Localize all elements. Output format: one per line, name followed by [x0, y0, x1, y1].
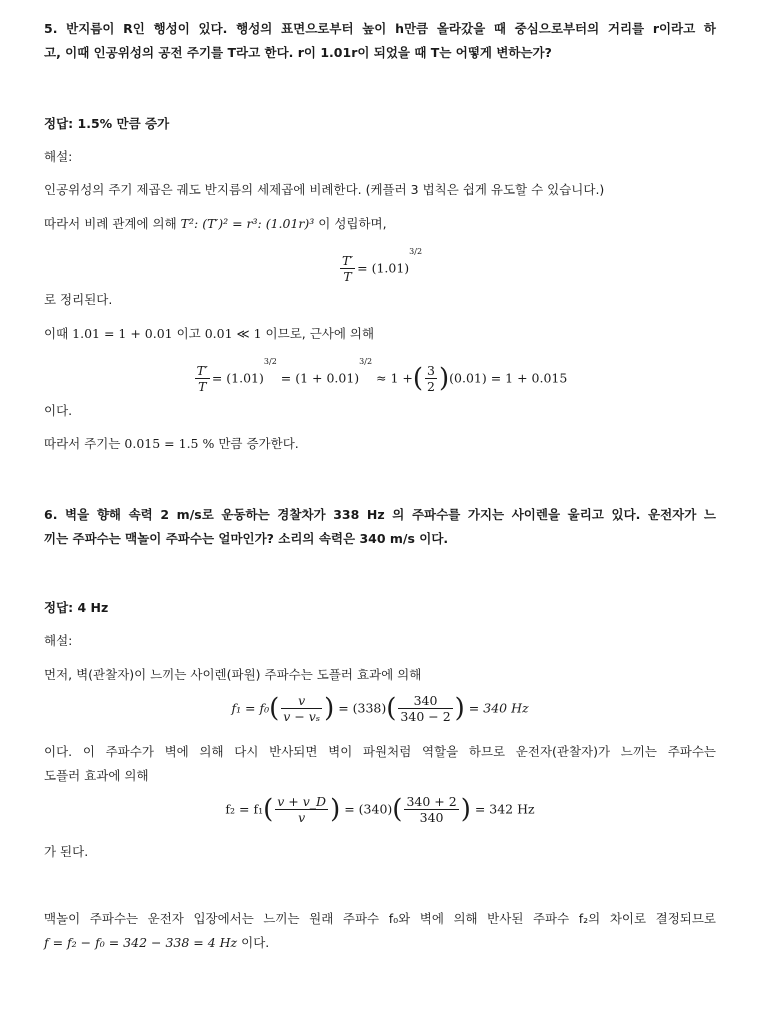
- q6-eq2-fraction-2: $\frac{340 + 2}{340}$: [406, 794, 457, 825]
- q6-answer: 정답: 4 Hz: [44, 600, 109, 615]
- q6-paragraph-1: 먼저, 벽(관찰자)이 느끼는 사이렌(파원) 주파수는 도플러 효과에 의해: [44, 667, 422, 682]
- q5-paragraph-6: 따라서 주기는 0.015 = 1.5 % 만큼 증가한다.: [44, 436, 299, 451]
- q6-equation-1: f₁ = f₀( $\frac{v}{\text{v − vₛ}}$ ) = (338)( $\frac{340}{340 - 2}$ ) = 340 Hz: [231, 693, 529, 724]
- q5-p2-text-end: 이 성립하며,: [318, 216, 387, 231]
- q5-paragraph-5: 이다.: [44, 403, 73, 418]
- q5-equation-1: $\frac{T'}{T}$ = $(1.01)^{3/2}$: [341, 247, 423, 284]
- q5-explanation-label: 해설:: [44, 149, 73, 164]
- q5-paragraph-3: 로 정리된다.: [44, 292, 113, 307]
- q6-question-line2: 끼는 주파수는 맥놀이 주파수는 얼마인가? 소리의 속력은 340 m/s 이다.: [44, 531, 449, 546]
- q6-paragraph-2-line1: 이다. 이 주파수가 벽에 의해 다시 반사되면 벽이 파원처럼 역할을 하므로 운전자(관찰자)가 느끼는 주파수는: [44, 744, 716, 759]
- q6-question-line1: 6. 벽을 향해 속력 2 m/s로 운동하는 경찰차가 338 Hz 의 주파수를 가지는 사이렌을 울리고 있다. 운전자가 느: [44, 507, 716, 522]
- q5-question-line1: 5. 반지름이 R인 행성이 있다. 행성의 표면으로부터 높이 h만큼 올라갔을 때 중심으로부터의 거리를 r이라고 하: [44, 21, 716, 36]
- q5-eq1-fraction: $\frac{T'}{T}$: [341, 253, 354, 284]
- q6-paragraph-2-line2: 도플러 효과에 의해: [44, 768, 149, 783]
- q5-paragraph-1: 인공위성의 주기 제곱은 궤도 반지름의 세제곱에 비례한다. (케플러 3 법칙은 쉽게 유도할 수 있습니다.): [44, 182, 605, 197]
- q5-answer: 정답: 1.5% 만큼 증가: [44, 116, 170, 131]
- q6-eq1-fraction-1: $\frac{v}{\text{v − vₛ}}$: [283, 693, 321, 724]
- q5-p2-text: 따라서 비례 관계에 의해: [44, 216, 177, 231]
- q6-explanation-label: 해설:: [44, 633, 73, 648]
- q6-equation-2: f₂ = f₁( $\frac{v + v\_D}{v}$ ) = (340)( $\frac{340 + 2}{340}$ ) = 342 Hz: [225, 794, 535, 825]
- q5-paragraph-4: 이때 1.01 = 1 + 0.01 이고 0.01 ≪ 1 이므로, 근사에 의해: [44, 326, 375, 341]
- q5-equation-2: $\frac{T'}{T}$ = $(1.01)^{3/2} = (1 + 0.01)^{3/2} \approx 1$ +( $\frac{3}{2}$ )(0.01) = 1 + 0.015: [196, 357, 568, 394]
- q6-eq1-fraction-2: $\frac{340}{340 - 2}$: [400, 693, 451, 724]
- q5-paragraph-2: [44, 216, 716, 232]
- q5-question-line2: 고, 이때 인공위성의 공전 주기를 T라고 한다. r이 1.01r이 되었을 때 T는 어떻게 변하는가?: [44, 45, 552, 60]
- q5-eq2-fraction: $\frac{T'}{T}$: [196, 363, 208, 394]
- q6-paragraph-3: 가 된다.: [44, 844, 89, 859]
- q5-p2-equation: T²: (T′)² = r³: (1.01r)³: [180, 216, 315, 231]
- q6-eq2-fraction-1: $\frac{v + v\_D}{v}$: [277, 794, 327, 825]
- q6-paragraph-4-line2: f = f₂ − f₀ = 342 − 338 = 4 Hz 이다.: [44, 935, 270, 950]
- q6-paragraph-4-line1: 맥놀이 주파수는 운전자 입장에서는 느끼는 원래 주파수 f₀와 벽에 의해 반사된 주파수 f₂의 차이로 결정되므로: [44, 911, 716, 926]
- q5-eq2-three-halves: $\frac{3}{2}$: [427, 363, 435, 394]
